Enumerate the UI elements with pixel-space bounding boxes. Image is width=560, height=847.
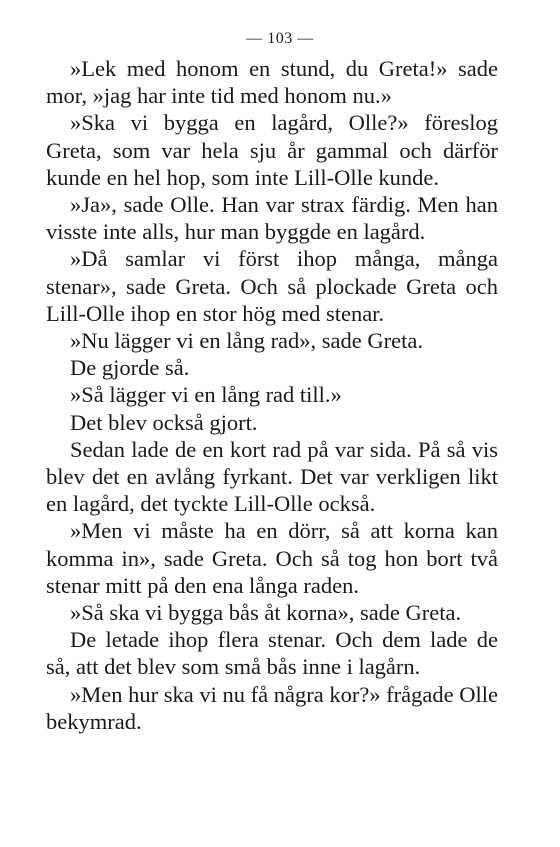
paragraph: »Så lägger vi en lång rad till.» [70,382,342,408]
paragraph: »Men hur ska vi nu få några kor?» frågade Olle bekymrad. [46,681,498,734]
paragraph: »Men vi måste ha en dörr, så att korna kan komma in», sade Greta. Och så tog hon bort två stenar mitt på den ena långa raden. [46,518,498,598]
paragraph: Sedan lade de en kort rad på var sida. På så vis blev det en avlång fyrkant. Det var verkligen likt en lagård, det tyckte Lill-Olle också. [46,436,498,517]
paragraph: De gjorde så. [70,355,190,381]
page-number: — 103 — [246,30,314,47]
paragraph: »Lek med honom en stund, du Greta!» sade mor, »jag har inte tid med honom nu.» [46,56,498,109]
paragraph: De letade ihop flera stenar. Och dem lade de så, att det blev som små bås inne i lagårn. [46,627,498,680]
paragraph: »Så ska vi bygga bås åt korna», sade Greta. [70,600,462,626]
paragraph: »Ska vi bygga en lagård, Olle?» föreslog Greta, som var hela sju år gammal och därför kunde en hel hop, som inte Lill-Olle kunde. [46,110,498,190]
paragraph: Det blev också gjort. [70,409,258,435]
paragraph: »Ja», sade Olle. Han var strax färdig. Men han visste inte alls, hur man byggde en lagård. [46,192,498,245]
body-text [46,55,498,735]
paragraph: »Då samlar vi först ihop många, många stenar», sade Greta. Och så plockade Greta och Lill-Olle ihop en stor hög med stenar. [46,246,498,326]
paragraph: »Nu lägger vi en lång rad», sade Greta. [70,328,423,354]
